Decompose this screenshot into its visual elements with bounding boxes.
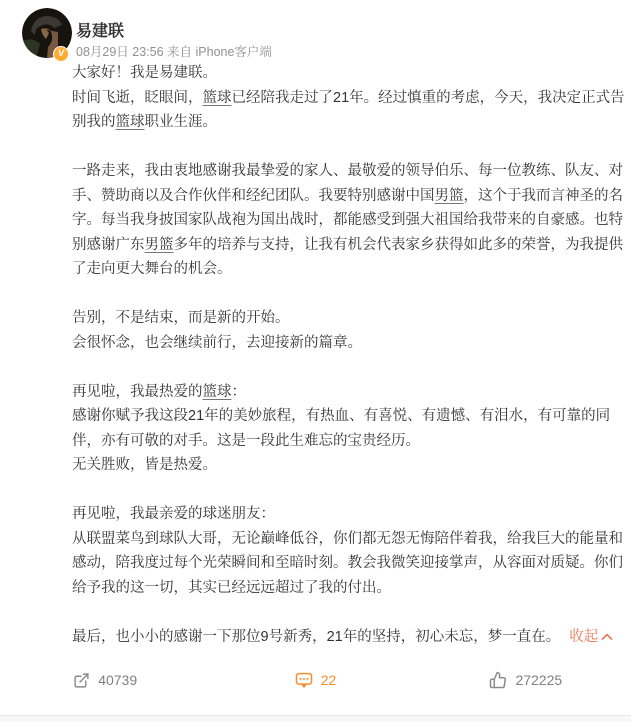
- entity-link[interactable]: 男篮: [434, 187, 464, 204]
- post-paragraph: [72, 159, 622, 282]
- collapse-label: 收起: [569, 628, 599, 645]
- repost-button[interactable]: [0, 656, 210, 704]
- repost-count: 40739: [98, 672, 138, 688]
- post-paragraph: [72, 380, 622, 478]
- post-text: [72, 61, 625, 649]
- post-text-line: 再见啦，我最亲爱的球迷朋友：: [72, 506, 275, 522]
- post-text-line: 告别，不是结束，而是新的开始。: [72, 310, 290, 326]
- post-text-line: 感动，陪我度过每个光荣瞬间和至暗时刻。教会我微笑迎接掌声，从容面对质疑。你们: [72, 555, 623, 571]
- comment-icon: [295, 671, 313, 689]
- entity-link[interactable]: 篮球: [202, 383, 232, 400]
- entity-link[interactable]: 篮球: [115, 114, 145, 130]
- post-text-line: 会很怀念，也会继续前行，去迎接新的篇章。: [72, 334, 362, 351]
- collapse-link[interactable]: [569, 625, 613, 650]
- post-text-line: 字。每当我身披国家队战袍为国出战时，都能感受到强大祖国给我带来的自豪感。也特: [72, 212, 623, 228]
- post-paragraph: [72, 61, 625, 135]
- post-text-line: 伴，亦有可敬的对手。这是一段此生难忘的宝贵经历。: [72, 432, 420, 449]
- entity-link[interactable]: 篮球: [202, 89, 232, 106]
- comment-button[interactable]: [210, 656, 420, 704]
- post-text-line: 别我的篮球职业生涯。: [72, 114, 217, 130]
- verified-badge-icon: V: [53, 46, 69, 62]
- post-meta: 08月29日 23:56 来自 iPhone客户端: [76, 45, 272, 59]
- author-name[interactable]: 易建联: [76, 23, 125, 40]
- post-text-line: 给予我的这一切，其实已经远远超过了我的付出。: [72, 579, 391, 596]
- post-paragraph: [72, 306, 622, 355]
- like-button[interactable]: [421, 656, 631, 704]
- chevron-up-icon: [601, 632, 613, 641]
- entity-link[interactable]: 男篮: [144, 236, 174, 253]
- avatar[interactable]: [22, 8, 72, 58]
- repost-icon: [73, 672, 90, 689]
- like-icon: [489, 671, 507, 689]
- post-text-line: 时间飞逝，眨眼间，篮球已经陪我走过了21年。经过慎重的考虑，今天，我决定正式告: [72, 89, 625, 106]
- post-text-line: 了走向更大舞台的机会。: [72, 261, 232, 277]
- post-paragraph: [72, 502, 622, 600]
- post-paragraph: [72, 625, 622, 650]
- post-text-line: 无关胜败，皆是热爱。: [72, 457, 217, 473]
- post-text-line: 感谢你赋予我这段21年的美妙旅程，有热血、有喜悦、有遗憾、有泪水，有可靠的同: [72, 408, 611, 424]
- like-count: 272225: [515, 672, 563, 688]
- post-text-line: 再见啦，我最热爱的篮球：: [72, 383, 246, 400]
- post-text-line: 从联盟菜鸟到球队大哥，无论巅峰低谷，你们都无怨无悔陪伴着我，给我巨大的能量和: [72, 530, 623, 547]
- action-bar: [0, 656, 631, 704]
- post-text-line: 别感谢广东男篮多年的培养与支持，让我有机会代表家乡获得如此多的荣誉，为我提供: [72, 236, 623, 253]
- post-text-line: 最后，也小小的感谢一下那位9号新秀，21年的坚持，初心未忘，梦一直在。 收起: [72, 625, 622, 650]
- post-text-line: 一路走来，我由衷地感谢我最挚爱的家人、最敬爱的领导伯乐、每一位教练、队友、对: [72, 163, 623, 179]
- comment-count: 22: [320, 672, 337, 688]
- post-text-line: 手、赞助商以及合作伙伴和经纪团队。我要特别感谢中国男篮，这个于我而言神圣的名: [72, 187, 623, 204]
- post-text-line: 大家好！我是易建联。: [72, 65, 217, 81]
